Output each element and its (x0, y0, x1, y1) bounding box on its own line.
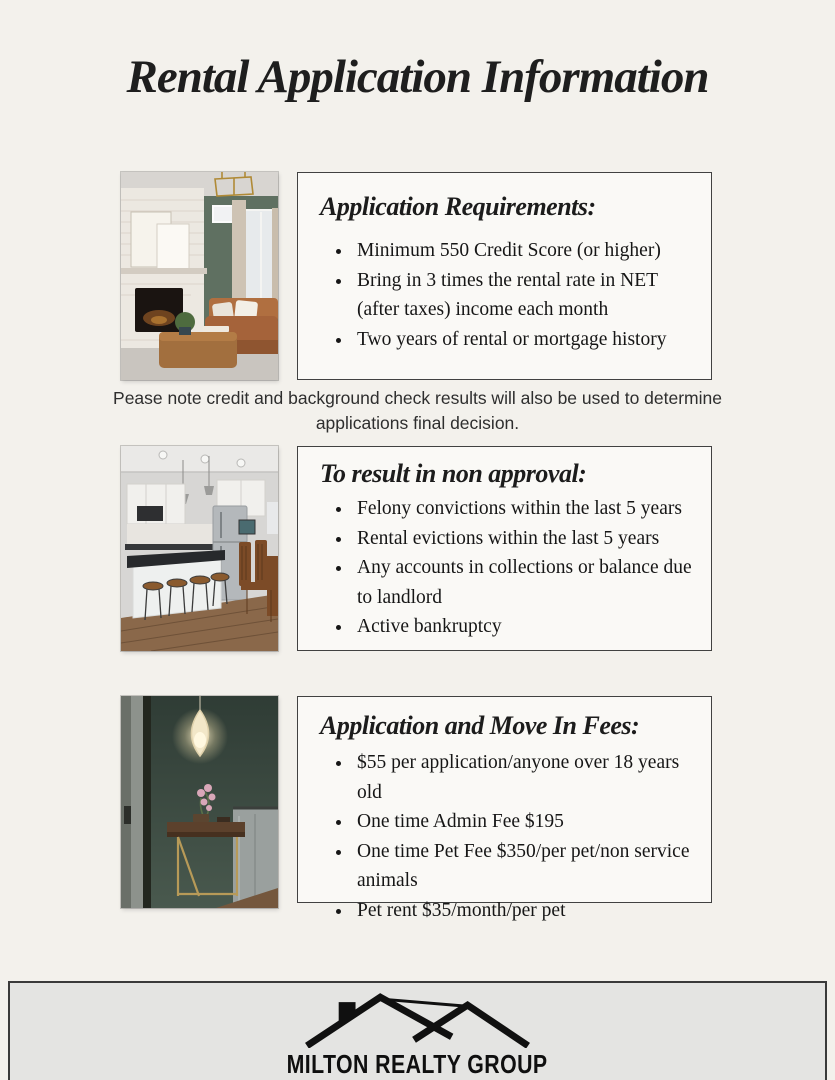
kitchen-photo (121, 446, 278, 651)
list-item: • Bring in 3 times the rental rate in NET (after taxes) income each month (353, 266, 693, 325)
list-item: • Two years of rental or mortgage history (353, 325, 693, 355)
section-heading-fees: Application and Move In Fees: (320, 711, 640, 740)
non-approval-list (320, 494, 693, 642)
list-item: • One time Admin Fee $195 (353, 807, 693, 837)
list-item: • One time Pet Fee $350/per pet/non service animals (353, 837, 693, 896)
section-heading-non-approval: To result in non approval: (320, 459, 587, 488)
move-in-fees-box (297, 696, 712, 921)
living-room-illustration (121, 172, 278, 380)
list-item: • $55 per application/anyone over 18 years old (353, 748, 693, 807)
list-item: • Felony convictions within the last 5 years (353, 494, 693, 524)
list-item: • Active bankruptcy (353, 612, 693, 642)
brand-name: MILTON REALTY GROUP (287, 1049, 548, 1079)
credit-check-note (0, 386, 835, 436)
page-title: Rental Application Information (126, 51, 709, 103)
footer (8, 981, 827, 1080)
entryway-bar-photo (121, 696, 278, 908)
list-item: • Minimum 550 Credit Score (or higher) (353, 236, 693, 266)
house-roof-icon (303, 990, 531, 1048)
kitchen-illustration (121, 446, 278, 651)
note-line-2: applications final decision. (315, 413, 520, 433)
section-heading-requirements: Application Requirements: (320, 192, 596, 221)
list-item: • Any accounts in collections or balance due to landlord (353, 553, 693, 612)
fees-list (320, 748, 693, 925)
note-line-1: Pease note credit and background check results will also be used to determine (113, 388, 722, 408)
brand-logo (258, 983, 576, 1080)
living-room-photo (121, 172, 278, 380)
application-requirements-box (297, 172, 712, 380)
entryway-illustration (121, 696, 278, 908)
list-item: • Rental evictions within the last 5 years (353, 524, 693, 554)
requirements-list (320, 236, 693, 354)
list-item: • Pet rent $35/month/per pet (353, 896, 693, 926)
non-approval-box (297, 446, 712, 651)
